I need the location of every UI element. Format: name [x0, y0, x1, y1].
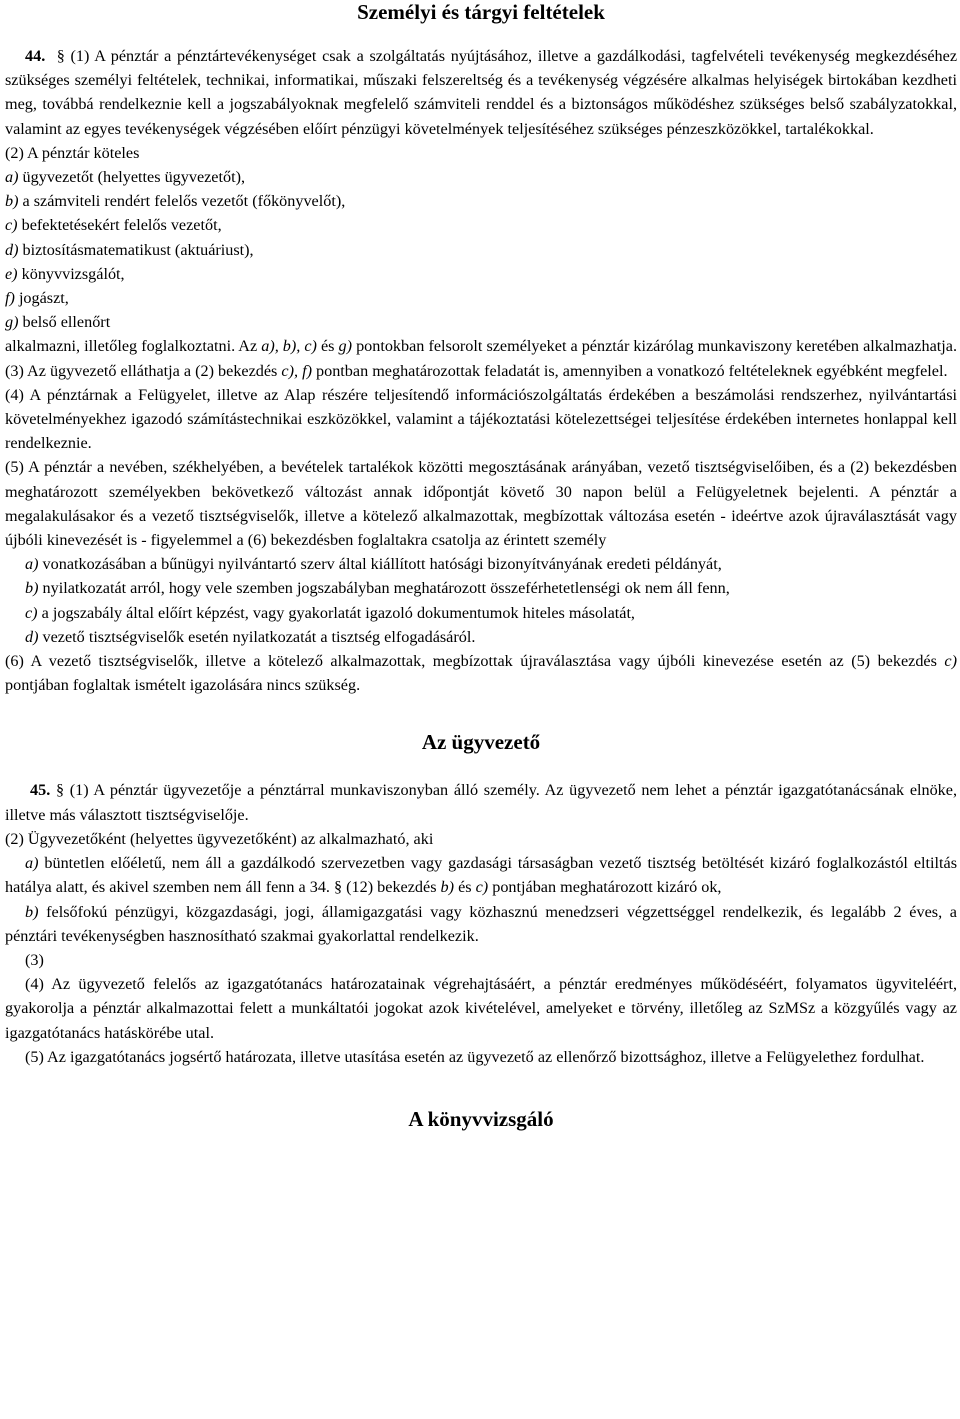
text: (6) A vezető tisztségviselők, illetve a kötelező alkalmazottak, megbízottak újraválasztása vagy újbóli kinevezése esetén az (5) bekezdés	[5, 652, 945, 671]
item-text: ügyvezetőt (helyettes ügyvezetőt),	[18, 168, 246, 187]
s44-p2-item-d	[5, 238, 957, 262]
s44-p5-item-a	[5, 552, 957, 576]
s44-p2-item-f	[5, 286, 957, 310]
s44-p2-item-e	[5, 262, 957, 286]
text: pontjában meghatározott kizáró ok,	[488, 878, 722, 897]
s45-p2-intro: (2) Ügyvezetőként (helyettes ügyvezetőként) az alkalmazható, aki	[5, 829, 434, 848]
item-text: könyvvizsgálót,	[17, 264, 125, 283]
item-letter: b)	[5, 192, 19, 211]
text: pontjában foglaltak ismételt igazolására nincs szükség.	[5, 676, 361, 695]
s44-p1	[5, 44, 957, 141]
section-heading-auditor: A könyvvizsgáló	[408, 1106, 554, 1131]
section-number: 44.	[25, 47, 46, 65]
item-text: a számviteli rendért felelős vezetőt (főkönyvelőt),	[18, 192, 346, 211]
s44-p3	[5, 359, 957, 383]
s44-p2-item-c	[5, 213, 957, 237]
item-letter: d)	[25, 627, 39, 646]
s44-p4: (4) A pénztárnak a Felügyelet, illetve az Alap részére teljesítendő információszolgáltatás érdekében a beszámolási rendszerhez, nyilvántartási követelményekhez igazodó számítástechnikai eszközökkel, valamint a tájékoztatási kötelezettségei teljesítése érdekében internetes honlappal kell rendelkeznie.	[5, 385, 957, 453]
item-letter: e)	[5, 264, 18, 283]
s45-p4: (4) Az ügyvezető felelős az igazgatótanács határozatainak végrehajtásáért, a pénztár eredményes működéséért, folyamatos ügyviteléért, gyakorolja a pénztár alkalmazottai felett a munkáltatói jogokat azok kivételével, amelyeket e törvény, illetőleg az SzMSz a közgyűlés vagy az igazgatótanács hatáskörébe utal.	[5, 975, 957, 1042]
item-text: a jogszabály által előírt képzést, vagy gyakorlatát igazoló dokumentumok hiteles másolatát,	[37, 603, 635, 622]
item-text: vonatkozásában a bűnügyi nyilvántartó szerv által kiállított hatósági bizonyítványának eredeti példányát,	[38, 555, 722, 574]
s44-p1-text: (1) A pénztár a pénztártevékenységet csak a szolgáltatás nyújtásához, illetve a gazdálkodási, tagfelvételi tevékenység megkezdéséhez szükséges személyi feltételek, technikai, informatikai, műszaki felszereltség és a tevékenység végzésére alkalmas helyiségek birtokában kezdheti meg, továbbá rendelkeznie kell a jogszabályoknak megfelelő számviteli renddel és a biztonságos működéshez szükséges belső szabályzatokkal, valamint az egyes tevékenységek végzésében előírt pénzügyi követelmények teljesítéséhez szükséges pénzeszközökkel, tartalékokkal.	[5, 47, 958, 138]
text: (3) Az ügyvezető elláthatja a (2) bekezdés	[5, 361, 282, 380]
s44-p5-item-c	[5, 601, 957, 625]
item-text: jogászt,	[14, 289, 69, 308]
paragraph-sign: §	[56, 47, 65, 65]
item-letter: a)	[5, 168, 19, 187]
item-letter: d)	[5, 240, 19, 259]
s44-p5: (5) A pénztár a nevében, székhelyében, a bevételek tartalékok közötti megosztásának arányában, vezető tisztségviselőiben, és a (2) bekezdésben meghatározott személyekben bekövetkező változást annak időpontját követő 30 napon belül a Felügyeletnek bejelenti. A pénztár a megalakulásakor és a vezető tisztségviselők, illetve a kötelező alkalmazottak, megbízottak változása esetén - ideértve azok újraválasztását vagy újbóli kinevezését is - figyelemmel a (6) bekezdésben foglaltakra csatolja az érintett személy	[5, 458, 957, 550]
section-number: 45.	[30, 781, 51, 800]
item-letter: b)	[25, 579, 39, 598]
point-refs: c), f)	[281, 361, 312, 380]
s45-p2-item-b	[5, 900, 957, 948]
s44-p2-intro: (2) A pénztár köteles	[5, 143, 140, 162]
point-ref: c)	[944, 652, 957, 671]
text: pontban meghatározottak feladatát is, amennyiben a vonatkozó feltételeknek egyébként megfelel.	[311, 361, 948, 380]
text: és	[316, 337, 339, 356]
text: pontokban felsorolt személyeket a pénztár kizárólag munkaviszony keretében alkalmazhatja.	[352, 337, 957, 356]
item-letter: c)	[5, 216, 18, 235]
point-ref: g)	[338, 337, 353, 356]
paragraph-sign: §	[55, 781, 65, 800]
item-text: belső ellenőrt	[18, 313, 111, 332]
item-text: büntetlen előéletű, nem áll a gazdálkodó szervezetben vagy gazdasági társaságban vezető tisztség betöltését kizáró foglalkozástól eltiltás hatálya alatt, és akivel szemben nem áll fenn a 34. § (12) bekezdés	[5, 854, 957, 897]
item-letter: c)	[25, 603, 38, 622]
text: és	[454, 878, 476, 897]
s45-p5: (5) Az igazgatótanács jogsértő határozata, illetve utasítása esetén az ügyvezető az ellenőrző bizottsághoz, illetve a Felügyelethez fordulhat.	[25, 1047, 925, 1066]
section-heading-personal-conditions: Személyi és tárgyi feltételek	[357, 0, 605, 24]
s45-p3: (3)	[25, 950, 44, 969]
point-refs: a), b), c)	[261, 337, 317, 356]
item-text: befektetésekért felelős vezetőt,	[17, 216, 222, 235]
item-letter: f)	[5, 289, 15, 308]
item-text: nyilatkozatát arról, hogy vele szemben jogszabályban meghatározott összeférhetetlenségi ok nem áll fenn,	[38, 579, 730, 598]
s44-p5-item-d	[5, 625, 957, 649]
s44-p6	[5, 649, 957, 697]
item-text: biztosításmatematikust (aktuáriust),	[18, 240, 254, 259]
s45-p2-item-a	[5, 851, 957, 899]
item-text: vezető tisztségviselők esetén nyilatkozatát a tisztség elfogadásáról.	[38, 627, 476, 646]
document-page	[5, 0, 957, 1131]
s44-p2-item-g	[5, 310, 957, 334]
s44-p2-end	[5, 334, 957, 358]
item-text: felsőfokú pénzügyi, közgazdasági, jogi, államigazgatási vagy közhasznú menedzseri végzettséggel rendelkezik, és legalább 2 éves, a pénztári tevékenységben hasznosítható szakmai gyakorlattal rendelkezik.	[5, 902, 957, 945]
s45-p1-text: (1) A pénztár ügyvezetője a pénztárral munkaviszonyban álló személy. Az ügyvezető nem lehet a pénztár igazgatótanácsának elnöke, illetve más választott tisztségviselője.	[5, 781, 958, 824]
section-heading-managing-director: Az ügyvezető	[421, 730, 541, 755]
item-letter: b)	[25, 902, 39, 921]
text: alkalmazni, illetőleg foglalkoztatni. Az	[5, 337, 262, 356]
s44-p2-item-b	[5, 189, 957, 213]
s45-p1	[5, 778, 957, 826]
point-ref: c)	[475, 878, 489, 897]
s44-p2-item-a	[5, 165, 957, 189]
point-ref: b)	[440, 878, 455, 897]
item-letter: a)	[25, 854, 39, 873]
s44-p5-item-b	[5, 576, 957, 600]
item-letter: a)	[25, 555, 39, 574]
item-letter: g)	[5, 313, 19, 332]
